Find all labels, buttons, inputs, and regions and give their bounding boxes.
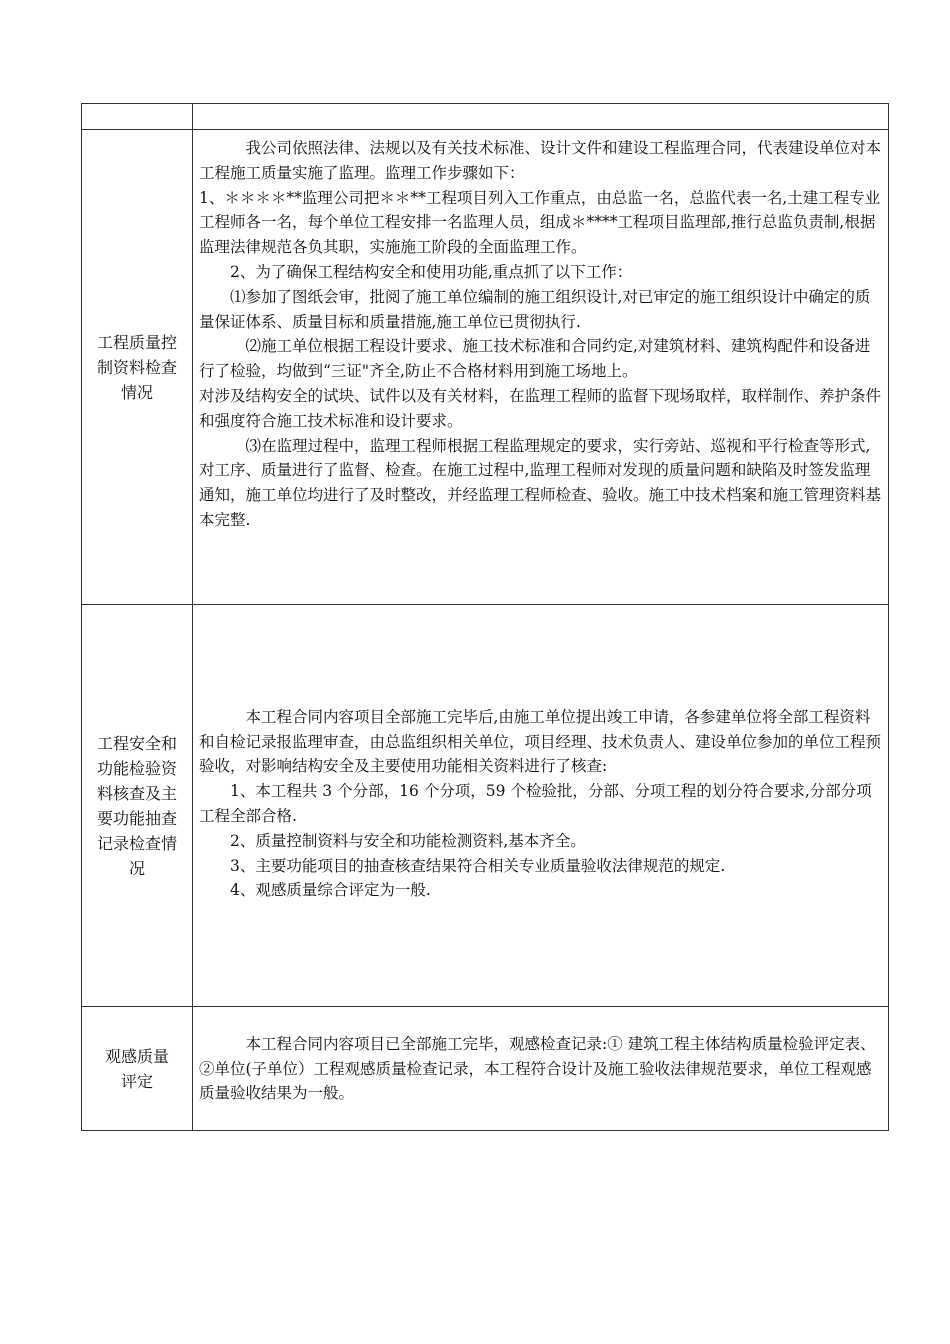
qc-paragraph-2: 2、为了确保工程结构安全和使用功能,重点抓了以下工作： xyxy=(230,262,633,281)
qc-paragraph-1: 1、＊＊＊＊**监理公司把＊＊**工程项目列入工作重点，由总监一名，总监代表一名,土建工程专业工程师各一名，每个单位工程安排一名监理人员，组成＊****工程项目监理部,推行总监负责制,根据监理法律规范各负其职，实施施工阶段的全面监理工作。 xyxy=(199,188,881,257)
appearance-label: 观感质量评定 xyxy=(104,1046,169,1091)
qc-paragraph-2-2: ⑵施工单位根据工程设计要求、施工技术标准和合同约定,对建筑材料、建筑构配件和设备进行了检验，均做到“三证"齐全,防止不合格材料用到施工场地上。 xyxy=(199,337,871,381)
sf-paragraph-intro: 本工程合同内容项目全部施工完毕后,由施工单位提出竣工申请，各参建单位将全部工程资料和自检记录报监理审查，由总监组织相关单位，项目经理、技术负责人、建设单位参加的单位工程预验收，对影响结构安全及主要使用功能相关资料进行了核查: xyxy=(199,707,882,776)
qc-paragraph-sampling: 对涉及结构安全的试块、试件以及有关材料，在监理工程师的监督下现场取样，取样制作、养护条件和强度符合施工技术标准和设计要求。 xyxy=(199,386,882,430)
qc-paragraph-intro: 我公司依照法律、法规以及有关技术标准、设计文件和建设工程监理合同，代表建设单位对本工程施工质量实施了监理。监理工作步骤如下： xyxy=(199,139,882,182)
sf-paragraph-3: 3、主要功能项目的抽查核查结果符合相关专业质量验收法律规范的规定. xyxy=(230,856,726,875)
appearance-content-cell xyxy=(193,1007,889,1131)
sf-paragraph-1: 1、本工程共 3 个分部，16 个分项，59 个检验批，分部、分项工程的划分符合要求,分部分项工程全部合格. xyxy=(199,782,872,825)
header-row xyxy=(82,104,889,130)
appearance-row xyxy=(82,1007,889,1131)
safety-function-content-cell xyxy=(193,605,889,1007)
header-content-cell xyxy=(193,104,889,130)
safety-function-row xyxy=(82,605,889,1007)
quality-control-label-cell xyxy=(82,130,193,605)
sf-paragraph-2: 2、质量控制资料与安全和功能检测资料,基本齐全。 xyxy=(230,831,586,850)
safety-function-label: 工程安全和功能检验资料核查及主要功能抽查记录检查情况 xyxy=(96,733,177,878)
quality-control-label: 工程质量控制资料检查情况 xyxy=(96,332,177,402)
safety-function-label-cell xyxy=(82,605,193,1007)
qc-paragraph-2-1: ⑴参加了图纸会审，批阅了施工单位编制的施工组织设计,对已审定的施工组织设计中确定的质量保证体系、质量目标和质量措施,施工单位已贯彻执行. xyxy=(199,287,871,331)
inspection-table xyxy=(81,103,889,1131)
quality-control-row xyxy=(82,130,889,605)
appearance-paragraph: 本工程合同内容项目已全部施工完毕，观感检查记录:① 建筑工程主体结构质量检验评定表、②单位(子单位）工程观感质量检查记录，本工程符合设计及施工验收法律规范要求，单位工程观感质量验收结果为一般。 xyxy=(199,1034,876,1103)
sf-paragraph-4: 4、观感质量综合评定为一般. xyxy=(230,881,431,900)
quality-control-content-cell xyxy=(193,130,889,605)
appearance-label-cell xyxy=(82,1007,193,1131)
header-label-cell xyxy=(82,104,193,130)
qc-paragraph-2-3: ⑶在监理过程中，监理工程师根据工程监理规定的要求，实行旁站、巡视和平行检查等形式,对工序、质量进行了监督、检查。在施工过程中,监理工程师对发现的质量问题和缺陷及时签发监理通知，施工单位均进行了及时整改，并经监理工程师检查、验收。施工中技术档案和施工管理资料基本完整. xyxy=(199,436,882,529)
